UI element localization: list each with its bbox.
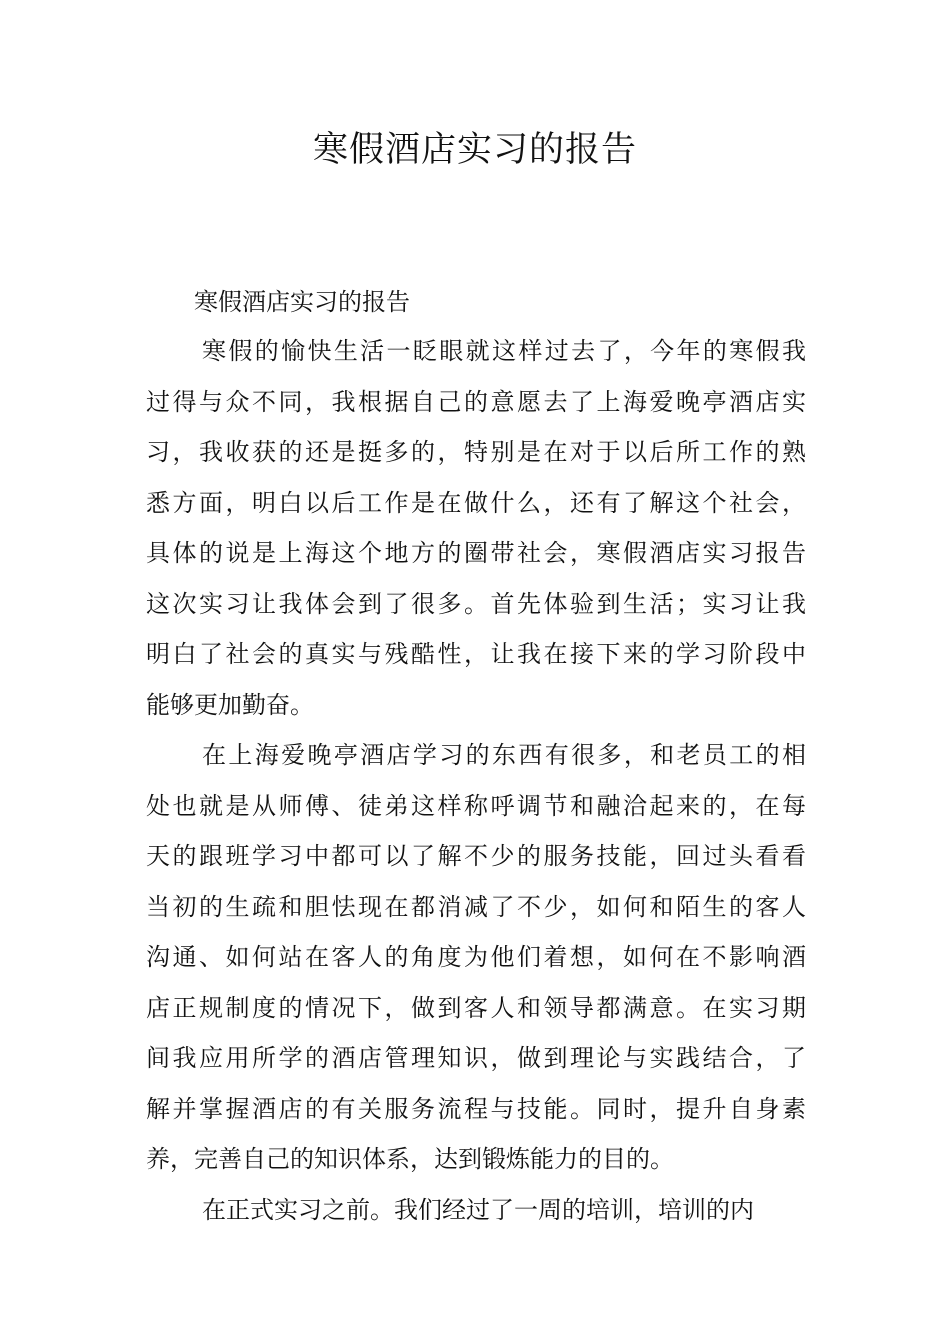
paragraph-line: 这次实习让我体会到了很多。首先体验到生活；实习让我 — [146, 589, 806, 618]
paragraph-line: 悉方面，明白以后工作是在做什么，还有了解这个社会， — [146, 488, 806, 517]
paragraph-line: 养，完善自己的知识体系，达到锻炼能力的目的。 — [146, 1145, 674, 1173]
paragraph-line: 在正式实习之前。我们经过了一周的培训，培训的内 — [202, 1195, 754, 1224]
paragraph-line: 明白了社会的真实与残酷性，让我在接下来的学习阶段中 — [146, 640, 806, 668]
paragraph-2 — [146, 730, 806, 1185]
paragraph-line: 天的跟班学习中都可以了解不少的服务技能，回过头看看 — [146, 842, 806, 870]
paragraph-line: 店正规制度的情况下，做到客人和领导都满意。在实习期 — [146, 993, 806, 1022]
paragraph-line: 当初的生疏和胆怯现在都消减了不少，如何和陌生的客人 — [146, 892, 806, 921]
paragraph-line: 习，我收获的还是挺多的，特别是在对于以后所工作的熟 — [146, 438, 806, 466]
paragraph-1 — [146, 326, 806, 730]
paragraph-line: 能够更加勤奋。 — [146, 690, 314, 719]
paragraph-line: 解并掌握酒店的有关服务流程与技能。同时，提升自身素 — [146, 1094, 806, 1123]
paragraph-line: 寒假的愉快生活一眨眼就这样过去了，今年的寒假我 — [202, 337, 806, 365]
paragraph-line: 间我应用所学的酒店管理知识，做到理论与实践结合，了 — [146, 1044, 806, 1072]
paragraph-line: 具体的说是上海这个地方的圈带社会，寒假酒店实习报告 — [146, 539, 806, 567]
paragraph-line: 在上海爱晚亭酒店学习的东西有很多，和老员工的相 — [202, 741, 806, 769]
paragraph-line: 沟通、如何站在客人的角度为他们着想，如何在不影响酒 — [146, 943, 806, 971]
paragraph-line: 过得与众不同，我根据自己的意愿去了上海爱晚亭酒店实 — [146, 387, 806, 416]
document-title: 寒假酒店实习的报告 — [312, 130, 637, 170]
paragraph-line: 处也就是从师傅、徒弟这样称呼调节和融洽起来的，在每 — [146, 791, 806, 820]
paragraph-3 — [146, 1185, 806, 1236]
document-body — [146, 278, 806, 1235]
document-subheading: 寒假酒店实习的报告 — [194, 288, 410, 316]
